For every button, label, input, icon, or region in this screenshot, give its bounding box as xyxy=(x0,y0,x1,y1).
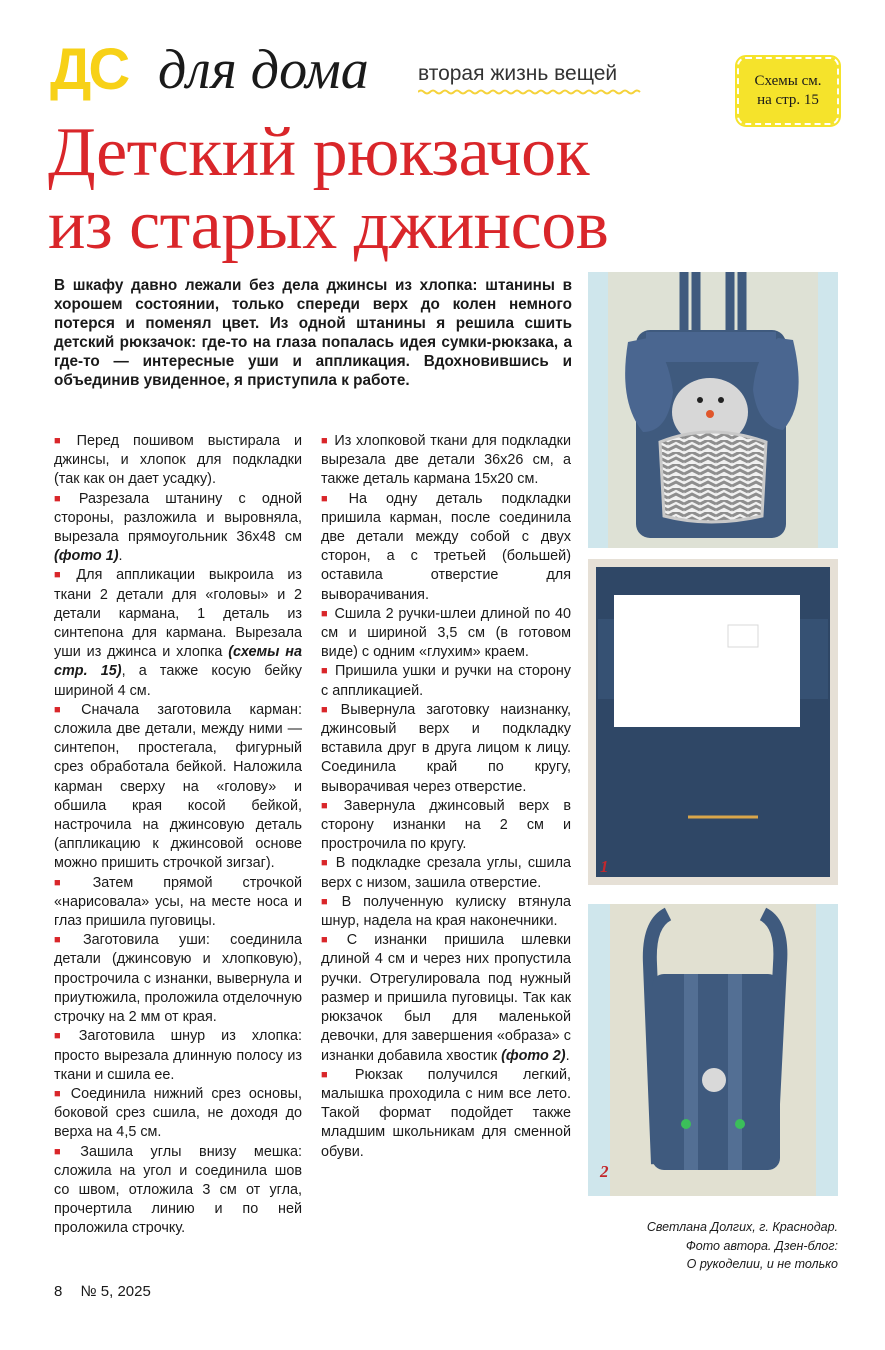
step-reference[interactable]: (фото 1) xyxy=(54,548,119,565)
photo-backpack-front xyxy=(588,272,838,548)
page-number: 8 xyxy=(54,1283,63,1300)
step-text: Из хлопковой ткани для подкладки вырезала две детали 36х26 см, а также деталь кармана 15х20 см. xyxy=(321,433,571,488)
step-paragraph xyxy=(54,874,302,932)
bullet-icon: ■ xyxy=(321,607,329,620)
step-reference[interactable]: (схемы на стр. 15) xyxy=(54,644,302,680)
page-footer xyxy=(54,1283,151,1300)
step-paragraph xyxy=(54,931,302,1027)
step-paragraph xyxy=(54,1085,302,1143)
article-intro: В шкафу давно лежали без дела джинсы из хлопка: штанины в хорошем состоянии, только спереди верх до колен немного потерся и поменял цвет. Из одной штанины я решила сшить детский рюкзачок: где-то на глаза попалась идея сумки-рюкзака, а где-то — интересные уши и аппликация. Вдохновившись и объединив увиденное, я приступила к работе. xyxy=(54,277,572,389)
step-paragraph xyxy=(321,893,571,931)
step-text: Рюкзак получился легкий, малышка проходила с ним все лето. Такой формат подойдет также младшим школьникам для сменной обуви. xyxy=(321,1066,571,1160)
step-text: Сшила 2 ручки-шлеи длиной по 40 см и шириной 3,5 см (в готовом виде) с одним «глухим» краем. xyxy=(321,605,571,661)
fabric-illustration xyxy=(588,559,838,885)
bullet-icon: ■ xyxy=(321,799,338,812)
step-paragraph xyxy=(54,490,302,567)
bullet-icon: ■ xyxy=(54,569,71,582)
badge-line1: Схемы см. xyxy=(754,73,822,89)
photo2-number: 2 xyxy=(600,1162,609,1181)
step-paragraph xyxy=(54,1143,302,1239)
bullet-icon: ■ xyxy=(321,435,329,447)
bullet-icon: ■ xyxy=(321,1068,349,1081)
section-subtitle: вторая жизнь вещей xyxy=(418,62,618,85)
step-text: С изнанки пришила шлевки длиной 4 см и через них пропустила ручки. Отрегулировала под нужный размер и пришила пуговицы. Так как рюкзачок был для маленькой девочки, для завершения «образа» с изнанки добавила хвостик xyxy=(321,932,571,1064)
step-text: Вывернула заготовку наизнанку, джинсовый верх и подкладку вставила друг в друга лицом к лицу. Соединила край по кругу, выворачивая через отверстие. xyxy=(321,701,571,795)
step-paragraph xyxy=(321,490,571,605)
bullet-icon: ■ xyxy=(54,1145,75,1158)
title-line1: Детский рюкзачок xyxy=(48,114,590,191)
step-paragraph xyxy=(321,931,571,1065)
wavy-underline xyxy=(418,89,642,95)
step-paragraph xyxy=(54,432,302,490)
photo1-number: 1 xyxy=(600,857,609,876)
bullet-icon: ■ xyxy=(54,703,76,716)
schemes-badge[interactable] xyxy=(737,57,839,125)
step-text-tail: , а также косую бейку шириной 4 см. xyxy=(54,663,302,699)
step-reference[interactable]: (фото 2) xyxy=(501,1047,566,1064)
bullet-icon: ■ xyxy=(321,857,330,870)
bullet-icon: ■ xyxy=(54,876,87,889)
bullet-icon: ■ xyxy=(54,492,73,505)
section-title: для дома xyxy=(158,39,369,101)
step-text: Затем прямой строчкой «нарисовала» усы, на месте носа и глаз пришила пуговицы. xyxy=(54,874,302,930)
step-paragraph xyxy=(321,432,571,490)
step-text: В полученную кулиску втянула шнур, надела на края наконечники. xyxy=(321,893,571,930)
author-credit xyxy=(600,1218,838,1274)
step-paragraph xyxy=(321,605,571,663)
step-text: В подкладке срезала углы, сшила верх с низом, зашила отверстие. xyxy=(321,855,571,891)
step-text: Для аппликации выкроила из ткани 2 детали для «головы» и 2 детали кармана, 1 деталь из синтепона для кармана. Вырезала уши из джинса и хлопка xyxy=(54,567,302,661)
magazine-logo: ДС xyxy=(50,37,128,102)
photo-fabric-layout xyxy=(588,559,838,885)
step-text: На одну деталь подкладки пришила карман, после соединила две детали между собой с двух сторон, а с третьей (большей) оставила отверстие для выворачивания. xyxy=(321,490,571,603)
bullet-icon: ■ xyxy=(321,665,330,678)
step-paragraph xyxy=(321,701,571,797)
step-paragraph xyxy=(321,797,571,855)
step-text: Зашила углы внизу мешка: сложила на угол и соединила шов со швом, отложила 3 см от угла, прочертила линию и по ней проложила строчку. xyxy=(54,1143,302,1237)
step-text: Разрезала штанину с одной стороны, разложила и выровняла, вырезала прямоугольник 36х48 см xyxy=(54,490,302,546)
step-paragraph xyxy=(54,701,302,874)
bullet-icon: ■ xyxy=(321,934,341,947)
text-column-2 xyxy=(321,432,571,1162)
step-text: Соединила нижний срез основы, боковой срез сшила, не доходя до верха на 4,5 см. xyxy=(54,1085,302,1141)
backpack-front-illustration xyxy=(588,272,838,548)
step-text: Заготовила шнур из хлопка: просто вырезала длинную полосу из ткани и сшила ее. xyxy=(54,1028,302,1083)
title-line2: из старых джинсов xyxy=(48,187,609,264)
backpack-back-illustration xyxy=(588,904,838,1196)
step-paragraph xyxy=(321,662,571,700)
bullet-icon: ■ xyxy=(54,1087,65,1100)
issue-number: № 5, 2025 xyxy=(80,1283,151,1300)
step-text-tail: . xyxy=(118,548,123,565)
bullet-icon: ■ xyxy=(321,492,343,505)
step-paragraph xyxy=(54,566,302,700)
credit-line2: Фото автора. Дзен-блог: xyxy=(685,1238,838,1253)
bullet-icon: ■ xyxy=(321,895,336,908)
credit-line1: Светлана Долгих, г. Краснодар. xyxy=(646,1220,838,1234)
step-paragraph xyxy=(321,1066,571,1162)
text-column-1 xyxy=(54,432,302,1239)
photo-backpack-back xyxy=(588,904,838,1196)
step-paragraph xyxy=(54,1027,302,1085)
bullet-icon: ■ xyxy=(54,435,71,447)
step-paragraph xyxy=(321,854,571,892)
badge-line2: на стр. 15 xyxy=(757,92,819,108)
step-text: Сначала заготовила карман: сложила две детали, между ними — синтепон, простегала, фигурный срез обработала бейкой. Наложила карман сверху на «голову» и обшила края косой бейкой, настрочила на джинсовую деталь (аппликацию к джинсовой основе можно пришить строчкой зигзаг). xyxy=(54,701,302,872)
step-text-tail: . xyxy=(565,1047,570,1064)
bullet-icon: ■ xyxy=(321,703,335,716)
article-title xyxy=(48,116,608,262)
bullet-icon: ■ xyxy=(54,1030,73,1043)
step-text: Заготовила уши: соединила детали (джинсовую и хлопковую), прострочила с изнанки, вывернула и приутюжила, проложила отделочную строчку на 2 мм от края. xyxy=(54,932,302,1026)
step-text: Перед пошивом выстирала и джинсы, и хлопок для подкладки (так как он дает усадку). xyxy=(54,433,302,488)
bullet-icon: ■ xyxy=(54,934,77,947)
credit-line3: О рукоделии, и не только xyxy=(686,1257,838,1271)
step-text: Завернула джинсовый верх в сторону изнанки на 2 см и прострочила по кругу. xyxy=(321,797,571,853)
step-text: Пришила ушки и ручки на сторону с аппликацией. xyxy=(321,663,571,699)
